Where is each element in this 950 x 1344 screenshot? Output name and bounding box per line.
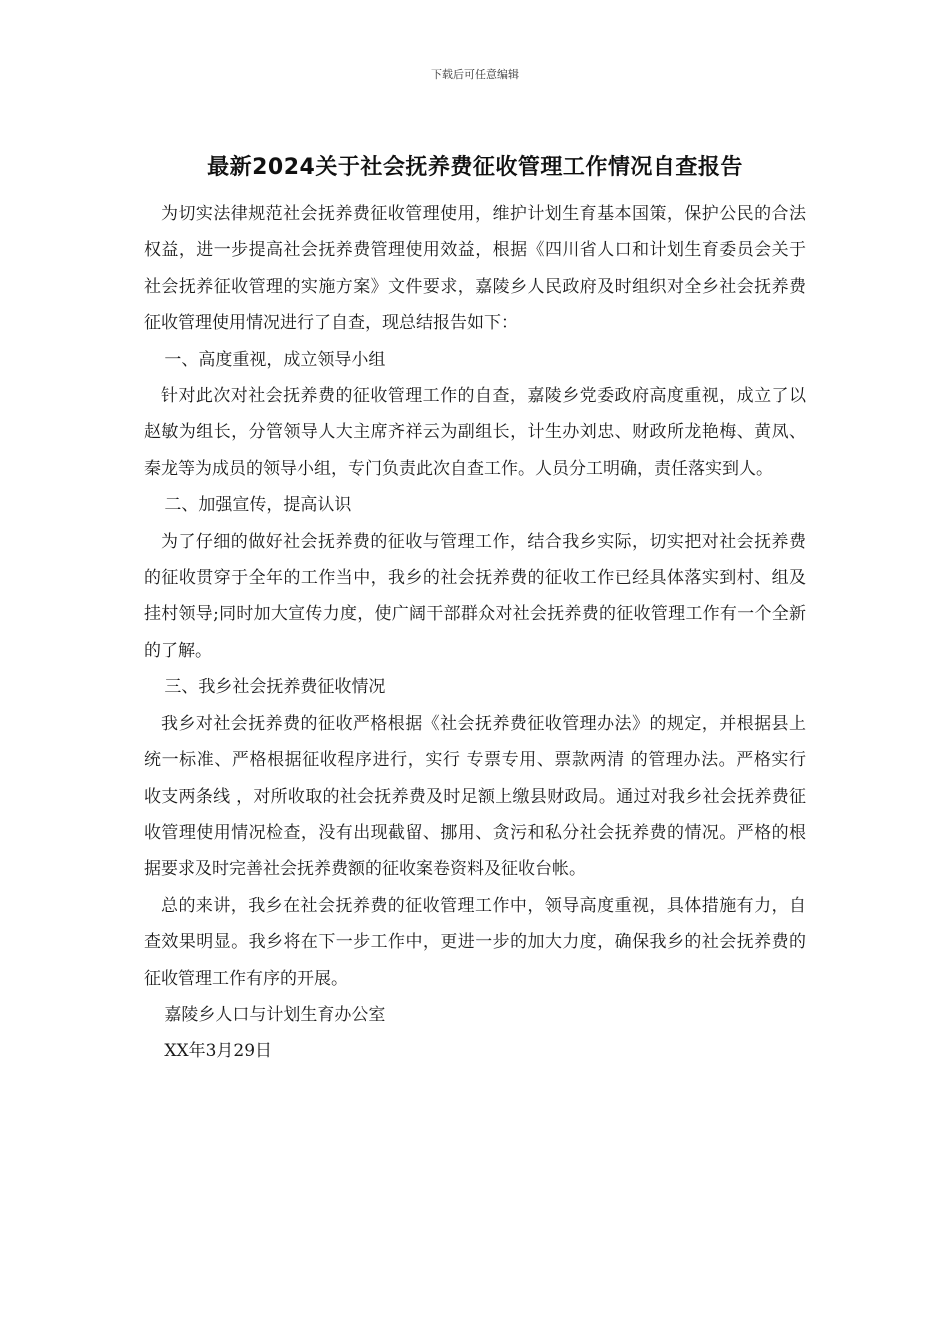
signature-date: XX年3月29日 (164, 1041, 273, 1062)
header-note: 下载后可任意编辑 (431, 68, 519, 81)
document-body (144, 196, 806, 1070)
section-heading-1: 一、高度重视，成立领导小组 (164, 349, 386, 370)
section-paragraph-3: 我乡对社会抚养费的征收严格根据《社会抚养费征收管理办法》的规定，并根据县上统一标准、严格根据征收程序进行，实行 专票专用、票款两清 的管理办法。严格实行 收支两条线 ，对所收取的社会抚养费及时足额上缴县财政局。通过对我乡社会抚养费征收管理使用情况检查，没有出现截留、挪用、贪污和私分社会抚养费的情况。严格的根据要求及时完善社会抚养费额的征收案卷资料及征收台帐。 (144, 713, 806, 880)
signature-office: 嘉陵乡人口与计划生育办公室 (164, 1004, 386, 1025)
section-heading-2: 二、加强宣传，提高认识 (164, 495, 352, 516)
section-paragraph-1: 针对此次对社会抚养费的征收管理工作的自查，嘉陵乡党委政府高度重视，成立了以赵敏为组长，分管领导人大主席齐祥云为副组长，计生办刘忠、财政所龙艳梅、黄凤、秦龙等为成员的领导小组，专门负责此次自查工作。人员分工明确，责任落实到人。 (144, 386, 806, 479)
document-title: 最新2024关于社会抚养费征收管理工作情况自查报告 (207, 155, 743, 180)
conclusion-paragraph: 总的来讲，我乡在社会抚养费的征收管理工作中，领导高度重视，具体措施有力，自查效果明显。我乡将在下一步工作中，更进一步的加大力度，确保我乡的社会抚养费的征收管理工作有序的开展。 (144, 895, 806, 989)
section-heading-3: 三、我乡社会抚养费征收情况 (164, 677, 386, 698)
intro-paragraph: 为切实法律规范社会抚养费征收管理使用，维护计划生育基本国策，保护公民的合法权益，进一步提高社会抚养费管理使用效益，根据《四川省人口和计划生育委员会关于社会抚养征收管理的实施方案》文件要求，嘉陵乡人民政府及时组织对全乡社会抚养费征收管理使用情况进行了自查，现总结报告如下： (144, 204, 806, 334)
section-paragraph-2: 为了仔细的做好社会抚养费的征收与管理工作，结合我乡实际，切实把对社会抚养费的征收贯穿于全年的工作当中，我乡的社会抚养费的征收工作已经具体落实到村、组及挂村领导;同时加大宣传力度，使广阔干部群众对社会抚养费的征收管理工作有一个全新的了解。 (144, 531, 806, 661)
